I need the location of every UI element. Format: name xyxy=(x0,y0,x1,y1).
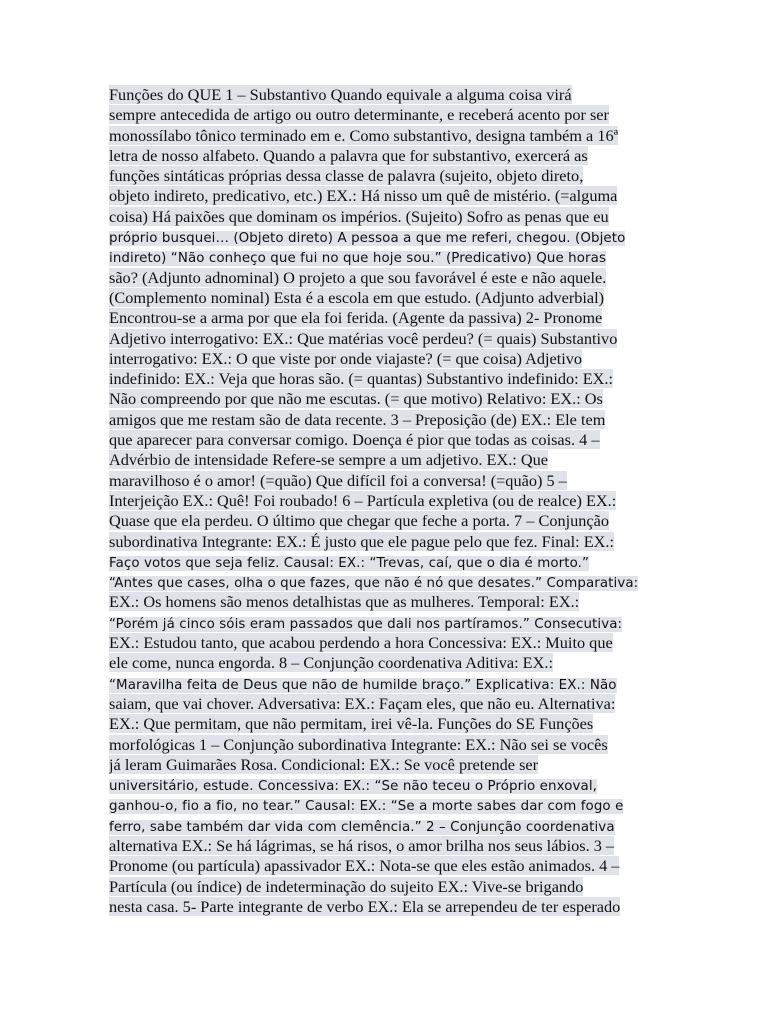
text-line: saiam, que vai chover. Adversativa: EX.: Façam eles, que não eu. Alternativa: xyxy=(109,693,616,713)
document-text-block xyxy=(109,85,661,917)
text-line: nesta casa. 5- Parte integrante de verbo EX.: Ela se arrependeu de ter esperado xyxy=(109,896,621,916)
text-line: maravilhoso é o amor! (=quão) Que difícil foi a conversa! (=quão) 5 – xyxy=(109,470,567,490)
text-line: morfológicas 1 – Conjunção subordinativa Integrante: EX.: Não sei se vocês xyxy=(109,734,608,754)
text-line: ele come, nunca engorda. 8 – Conjunção coordenativa Aditiva: EX.: xyxy=(109,653,553,673)
text-line: “Antes que cases, olha o que fazes, que não é nó que desates.” Comparativa: xyxy=(109,576,639,592)
text-line: Partícula (ou índice) de indeterminação do sujeito EX.: Vive-se brigando xyxy=(109,876,584,896)
text-line: “Maravilha feita de Deus que não de humilde braço.” Explicativa: EX.: Não xyxy=(109,677,617,693)
text-line: que aparecer para conversar comigo. Doença é pior que todas as coisas. 4 – xyxy=(109,430,600,450)
text-line: letra de nosso alfabeto. Quando a palavra que for substantivo, exercerá as xyxy=(109,145,588,165)
text-line: interrogativo: EX.: O que viste por onde viajaste? (= que coisa) Adjetivo xyxy=(109,348,583,368)
text-line: universitário, estude. Concessiva: EX.: “Se não teceu o Próprio enxoval, xyxy=(109,779,598,795)
text-line: funções sintáticas próprias dessa classe de palavra (sujeito, objeto direto, xyxy=(109,166,584,186)
text-line: indefinido: EX.: Veja que horas são. (= quantas) Substantivo indefinido: EX.: xyxy=(109,369,614,389)
text-line: Adjetivo interrogativo: EX.: Que matérias você perdeu? (= quais) Substantivo xyxy=(109,328,618,348)
text-line: ferro, sabe também dar vida com clemência.” 2 – Conjunção coordenativa xyxy=(109,819,615,835)
text-line: monossílabo tônico terminado em e. Como substantivo, designa também a 16ª xyxy=(109,125,619,145)
text-line: EX.: Estudou tanto, que acabou perdendo a hora Concessiva: EX.: Muito que xyxy=(109,633,613,653)
text-line: Encontrou-se a arma por que ela foi ferida. (Agente da passiva) 2- Pronome xyxy=(109,308,603,328)
text-line: Não compreendo por que não me escutas. (= que motivo) Relativo: EX.: Os xyxy=(109,389,603,409)
text-line: sempre antecedida de artigo ou outro determinante, e receberá acento por ser xyxy=(109,105,609,125)
text-line: Faço votos que seja feliz. Causal: EX.: “Trevas, caí, que o dia é morto.” xyxy=(109,555,590,571)
text-line: (Complemento nominal) Esta é a escola em que estudo. (Adjunto adverbial) xyxy=(109,287,605,307)
text-line: Pronome (ou partícula) apassivador EX.: Nota-se que eles estão animados. 4 – xyxy=(109,856,620,876)
text-line: Funções do QUE 1 – Substantivo Quando equivale a alguma coisa virá xyxy=(109,85,572,104)
text-line: indireto) “Não conheço que fui no que hoje sou.” (Predicativo) Que horas xyxy=(109,251,607,267)
text-line: Advérbio de intensidade Refere-se sempre a um adjetivo. EX.: Que xyxy=(109,450,548,470)
text-line: ganhou-o, fio a fio, no tear.” Causal: EX.: “Se a morte sabes dar com fogo e xyxy=(109,799,624,815)
text-line: “Porém já cinco sóis eram passados que dali nos partíramos.” Consecutiva: xyxy=(109,616,623,632)
text-line: coisa) Há paixões que dominam os impérios. (Sujeito) Sofro as penas que eu xyxy=(109,206,609,226)
text-line: amigos que me restam são de data recente. 3 – Preposição (de) EX.: Ele tem xyxy=(109,409,606,429)
text-line: EX.: Os homens são menos detalhistas que as mulheres. Temporal: EX.: xyxy=(109,592,580,612)
text-line: Interjeição EX.: Quê! Foi roubado! 6 – Partícula expletiva (ou de realce) EX.: xyxy=(109,490,617,510)
text-line: alternativa EX.: Se há lágrimas, se há risos, o amor brilha nos seus lábios. 3 – xyxy=(109,835,615,855)
text-line: Quase que ela perdeu. O último que chegar que feche a porta. 7 – Conjunção xyxy=(109,511,610,531)
text-line: são? (Adjunto adnominal) O projeto a que sou favorável é este e não aquele. xyxy=(109,267,607,287)
text-line: EX.: Que permitam, que não permitam, irei vê-la. Funções do SE Funções xyxy=(109,714,594,734)
text-line: já leram Guimarães Rosa. Condicional: EX.: Se você pretende ser xyxy=(109,754,539,774)
text-line: subordinativa Integrante: EX.: É justo que ele pague pelo que fez. Final: EX.: xyxy=(109,531,615,551)
text-line: próprio busquei… (Objeto direto) A pessoa a que me referi, chegou. (Objeto xyxy=(109,231,626,247)
text-line: objeto indireto, predicativo, etc.) EX.: Há nisso um quê de mistério. (=alguma xyxy=(109,186,618,206)
